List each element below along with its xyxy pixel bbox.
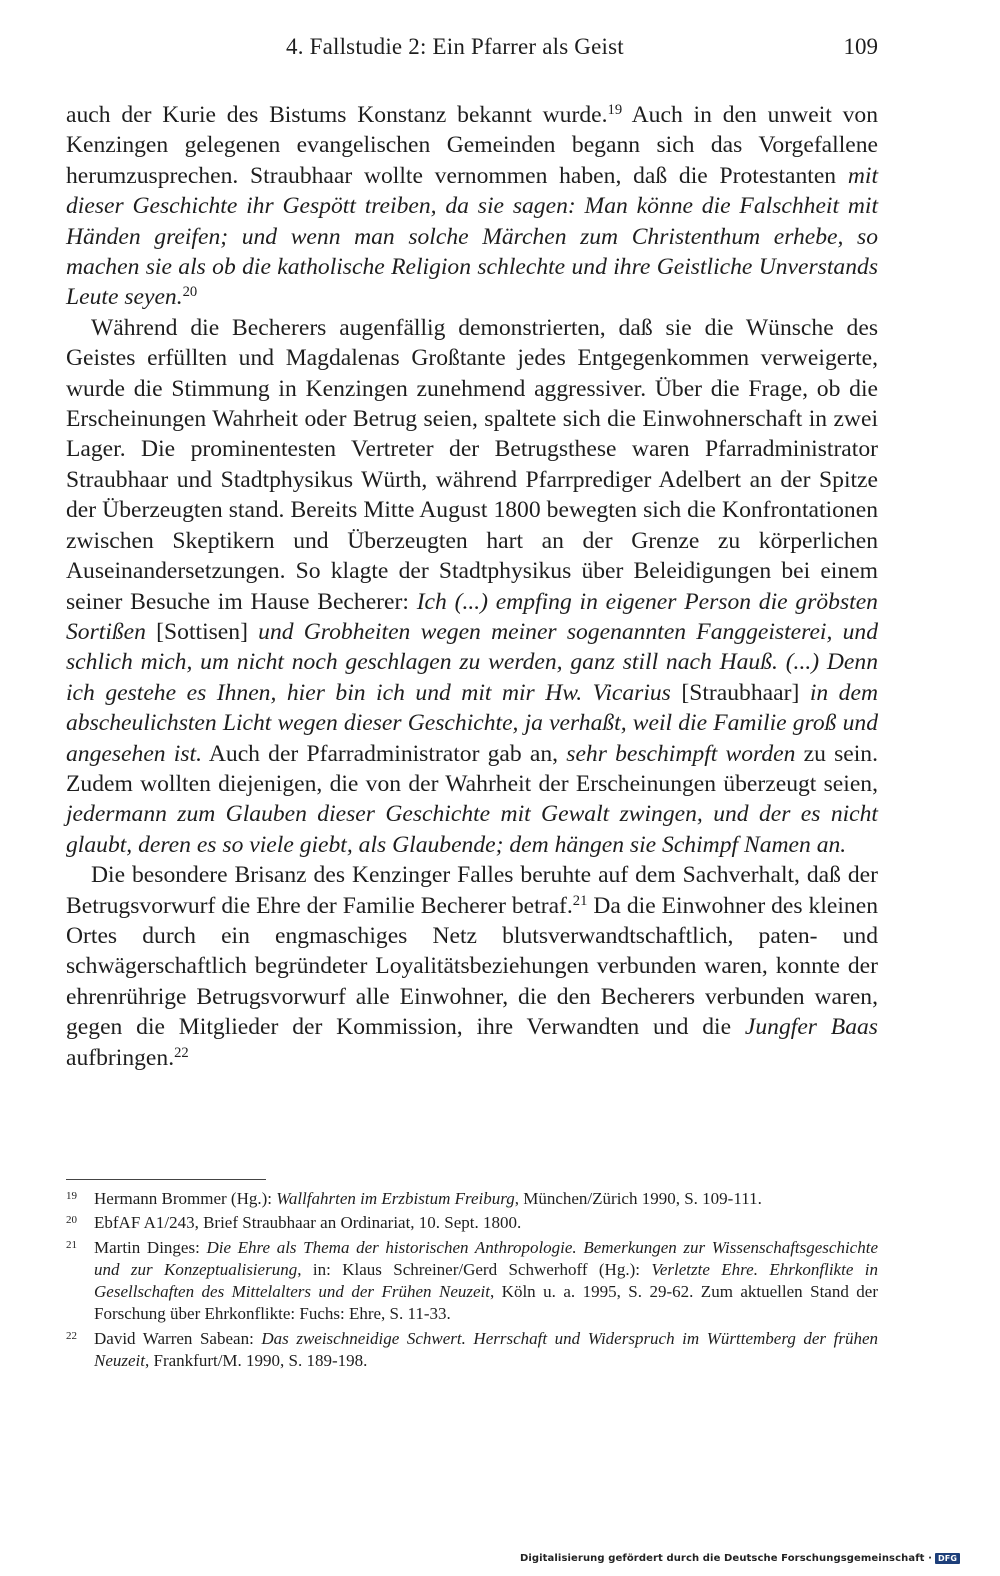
footnote-ref: 20	[182, 284, 198, 301]
footnote	[66, 1212, 878, 1234]
italic-run: Jungfer Baas	[744, 1014, 878, 1041]
text-run: EbfAF A1/243, Brief Straubhaar an Ordinariat, 10. Sept. 1800.	[94, 1213, 522, 1233]
footnote-rule	[66, 1179, 266, 1180]
dfg-logo: DFG	[935, 1553, 960, 1564]
footnote-number: 21	[66, 1238, 77, 1251]
main-text	[66, 100, 878, 1073]
text-run: Auch der Pfarradministrator gab an,	[201, 740, 567, 767]
footnote-text	[94, 1238, 878, 1324]
paragraph	[66, 313, 878, 860]
page-header	[66, 34, 878, 68]
footnote-ref: 19	[607, 101, 623, 118]
footnote-text	[94, 1189, 762, 1208]
italic-run: Wallfahrten im Erzbistum Freiburg	[276, 1189, 515, 1208]
text-run: zu sein. Zudem wollten diejenigen, die von der Wahrheit der Erscheinungen überzeugt seien,	[66, 740, 878, 797]
italic-run: Die Ehre als Thema der historischen Anthropologie. Bemerkungen zur Wissenschaftsgeschichte und zur Konzeptualisierung	[94, 1237, 878, 1279]
text-run: Auch in den unweit von Kenzingen gelegenen evangelischen Gemeinden begann sich das Vorgefallene herumzusprechen. Straubhaar wollte vernommen haben, daß die Protestanten	[66, 102, 879, 189]
paragraph	[66, 860, 878, 1073]
italic-run: mit dieser Geschichte ihr Gespött treiben, da sie sagen: Man könne die Falschheit mit Händen greifen; und wenn man solche Märchen zum Christenthum erhebe, so machen sie als ob die katholische Religion schlechte und ihre Geistliche Unverstands Leute seyen.	[66, 162, 878, 311]
running-head: 4. Fallstudie 2: Ein Pfarrer als Geist	[286, 34, 624, 59]
footnote-ref: 21	[572, 892, 588, 909]
text-run: , Köln u. a. 1995, S. 29-62. Zum aktuellen Stand der Forschung über Ehrkonflikte: Fuchs: Ehre, S. 11-33.	[94, 1282, 878, 1324]
text-run: , in: Klaus Schreiner/Gerd Schwerhoff (Hg.):	[297, 1259, 652, 1279]
italic-run: und Grobheiten wegen meiner sogenannten Fanggeisterei, und schlich mich, um nicht noch geschlagen zu werden, ganz still nach Hauß. (...) Denn ich gestehe es Ihnen, hier bin ich und mit mir Hw. Vicarius	[66, 618, 878, 706]
italic-run: Ich (...) empfing in eigener Person die gröbsten Sortißen	[66, 588, 878, 645]
footnote	[66, 1188, 878, 1210]
digitization-credit	[520, 1553, 960, 1564]
text-run: Hermann Brommer (Hg.):	[94, 1189, 277, 1208]
credit-text: Digitalisierung gefördert durch die Deutsche Forschungsgemeinschaft ·	[519, 1553, 933, 1564]
footnote	[66, 1237, 878, 1326]
text-run: David Warren Sabean:	[94, 1328, 262, 1348]
text-run: aufbringen.	[66, 1044, 175, 1071]
text-run: Die besondere Brisanz des Kenzinger Falles beruhte auf dem Sachverhalt, daß der Betrugsvorwurf die Ehre der Familie Becherer betraf.	[66, 862, 878, 919]
footnote-text	[94, 1329, 878, 1370]
footnote-number: 22	[66, 1329, 77, 1342]
footnote-text	[94, 1213, 521, 1232]
italic-run: sehr beschimpft worden	[566, 740, 796, 767]
text-run: [Straubhaar]	[670, 679, 810, 706]
footnote-ref: 22	[174, 1044, 189, 1061]
italic-run: in dem abscheulichsten Licht wegen dieser Geschichte, ja verhaßt, weil die Familie groß und angesehen ist.	[66, 679, 878, 767]
text-run: , München/Zürich 1990, S. 109-111.	[514, 1189, 762, 1208]
italic-run: jedermann zum Glauben dieser Geschichte mit Gewalt zwingen, und der es nicht glaubt, deren es so viele giebt, als Glaubende; dem hängen sie Schimpf Namen an.	[66, 801, 878, 858]
footnote	[66, 1328, 878, 1373]
footnote-number: 20	[66, 1214, 77, 1227]
footnotes	[66, 1188, 878, 1374]
text-run: Da die Einwohner des kleinen Ortes durch ein engmaschiges Netz blutsverwandtschaftlich, paten- und schwägerschaftlich begründeter Loyalitätsbeziehungen verbunden waren, konnte der ehrenrührige Betrugsvorwurf alle Einwohner, die den Becherers verbunden waren, gegen die Mitglieder der Kommission, ihre Verwandten und die	[66, 892, 878, 1041]
footnote-number: 19	[66, 1190, 77, 1202]
text-run: [Sottisen]	[145, 618, 259, 645]
italic-run: Verletzte Ehre. Ehrkonflikte in Gesellschaften des Mittelalters und der Frühen Neuzeit	[94, 1259, 878, 1302]
text-run: , Frankfurt/M. 1990, S. 189-198.	[145, 1351, 368, 1371]
text-run: Während die Becherers augenfällig demonstrierten, daß sie die Wünsche des Geistes erfüllten und Magdalenas Großtante jedes Entgegenkommen verweigerte, wurde die Stimmung in Kenzingen zunehmend aggressiver. Über die Frage, ob die Erscheinungen Wahrheit oder Betrug seien, spaltete sich die Einwohnerschaft in zwei Lager. Die prominentesten Vertreter der Betrugsthese waren Pfarradministrator Straubhaar und Stadtphysikus Würth, während Pfarrprediger Adelbert an der Spitze der Überzeugten stand. Bereits Mitte August 1800 bewegten sich die Konfrontationen zwischen Skeptikern und Überzeugten hart an der Grenze zu körperlichen Auseinandersetzungen. So klagte der Stadtphysikus über Beleidigungen bei einem seiner Besuche im Hause Becherer:	[66, 314, 878, 615]
text-run: auch der Kurie des Bistums Konstanz bekannt wurde.	[66, 102, 608, 128]
text-run: Martin Dinges:	[94, 1237, 207, 1257]
paragraph	[66, 100, 878, 313]
page-number: 109	[843, 34, 878, 59]
italic-run: Das zweischneidige Schwert. Herrschaft und Widerspruch im Württemberg der frühen Neuzeit	[94, 1328, 879, 1371]
